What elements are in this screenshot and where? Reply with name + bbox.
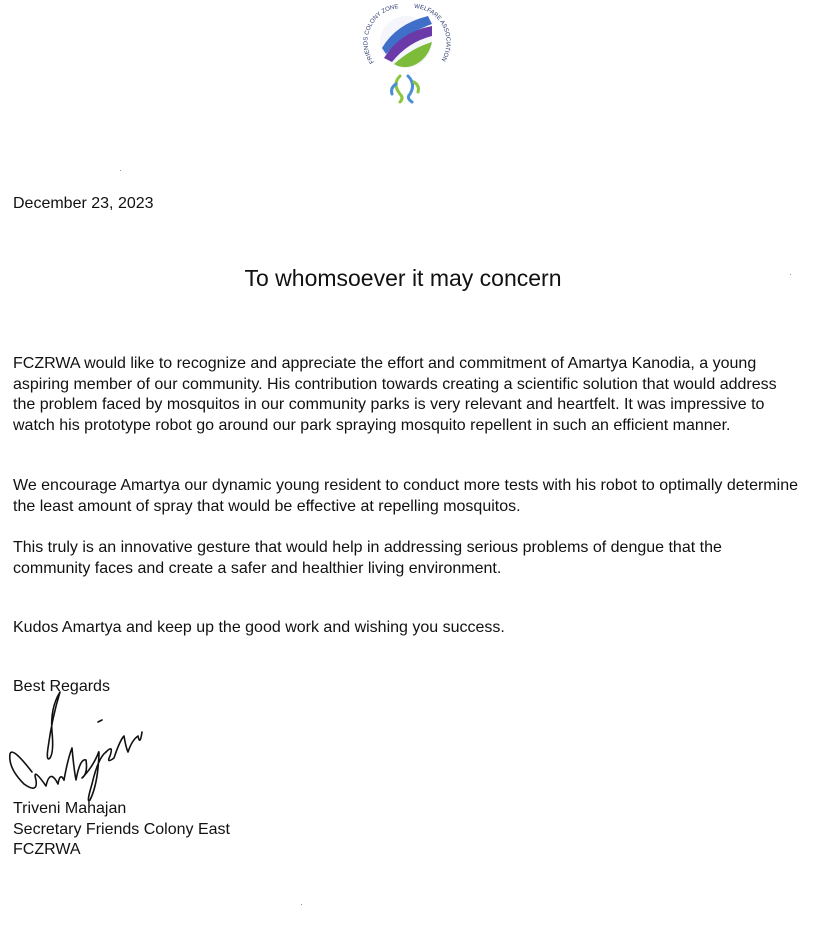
signatory-name: Triveni Mahajan <box>13 800 127 817</box>
body-paragraph-3: This truly is an innovative gesture that would help in addressing serious problems of dengue that the community faces and create a safer and healthier living environment. <box>13 539 722 577</box>
body-paragraph-2: We encourage Amartya our dynamic young resident to conduct more tests with his robot to optimally determine the least amount of spray that would be effective at repelling mosquitos. <box>13 477 798 515</box>
signatory-block <box>13 799 230 861</box>
letter-title: To whomsoever it may concern <box>244 265 562 291</box>
scan-speck <box>301 904 302 905</box>
logo-ring-text-right: WELFARE ASSOCIATION <box>413 3 451 63</box>
sprout-icon <box>392 76 419 102</box>
signatory-position: Secretary Friends Colony East <box>13 820 230 838</box>
signatory-organization: FCZRWA <box>13 841 81 858</box>
body-paragraph-1: FCZRWA would like to recognize and appreciate the effort and commitment of Amartya Kanodia, a young aspiring member of our community. His contribution towards creating a scientific solution that would address the problem faced by mosquitos in our community parks is very relevant and heartfelt. It was impressive to watch his prototype robot go around our park spraying mosquito repellent in such an efficient manner. <box>13 355 777 434</box>
letter-date: December 23, 2023 <box>13 195 154 212</box>
closing-salutation: Best Regards <box>13 678 110 695</box>
scan-speck <box>120 170 121 171</box>
association-logo <box>356 2 454 106</box>
logo-ring-text-left: FRIENDS COLONY ZONE <box>363 4 399 65</box>
scan-speck <box>790 274 791 275</box>
body-paragraph-4: Kudos Amartya and keep up the good work and wishing you success. <box>13 619 505 636</box>
